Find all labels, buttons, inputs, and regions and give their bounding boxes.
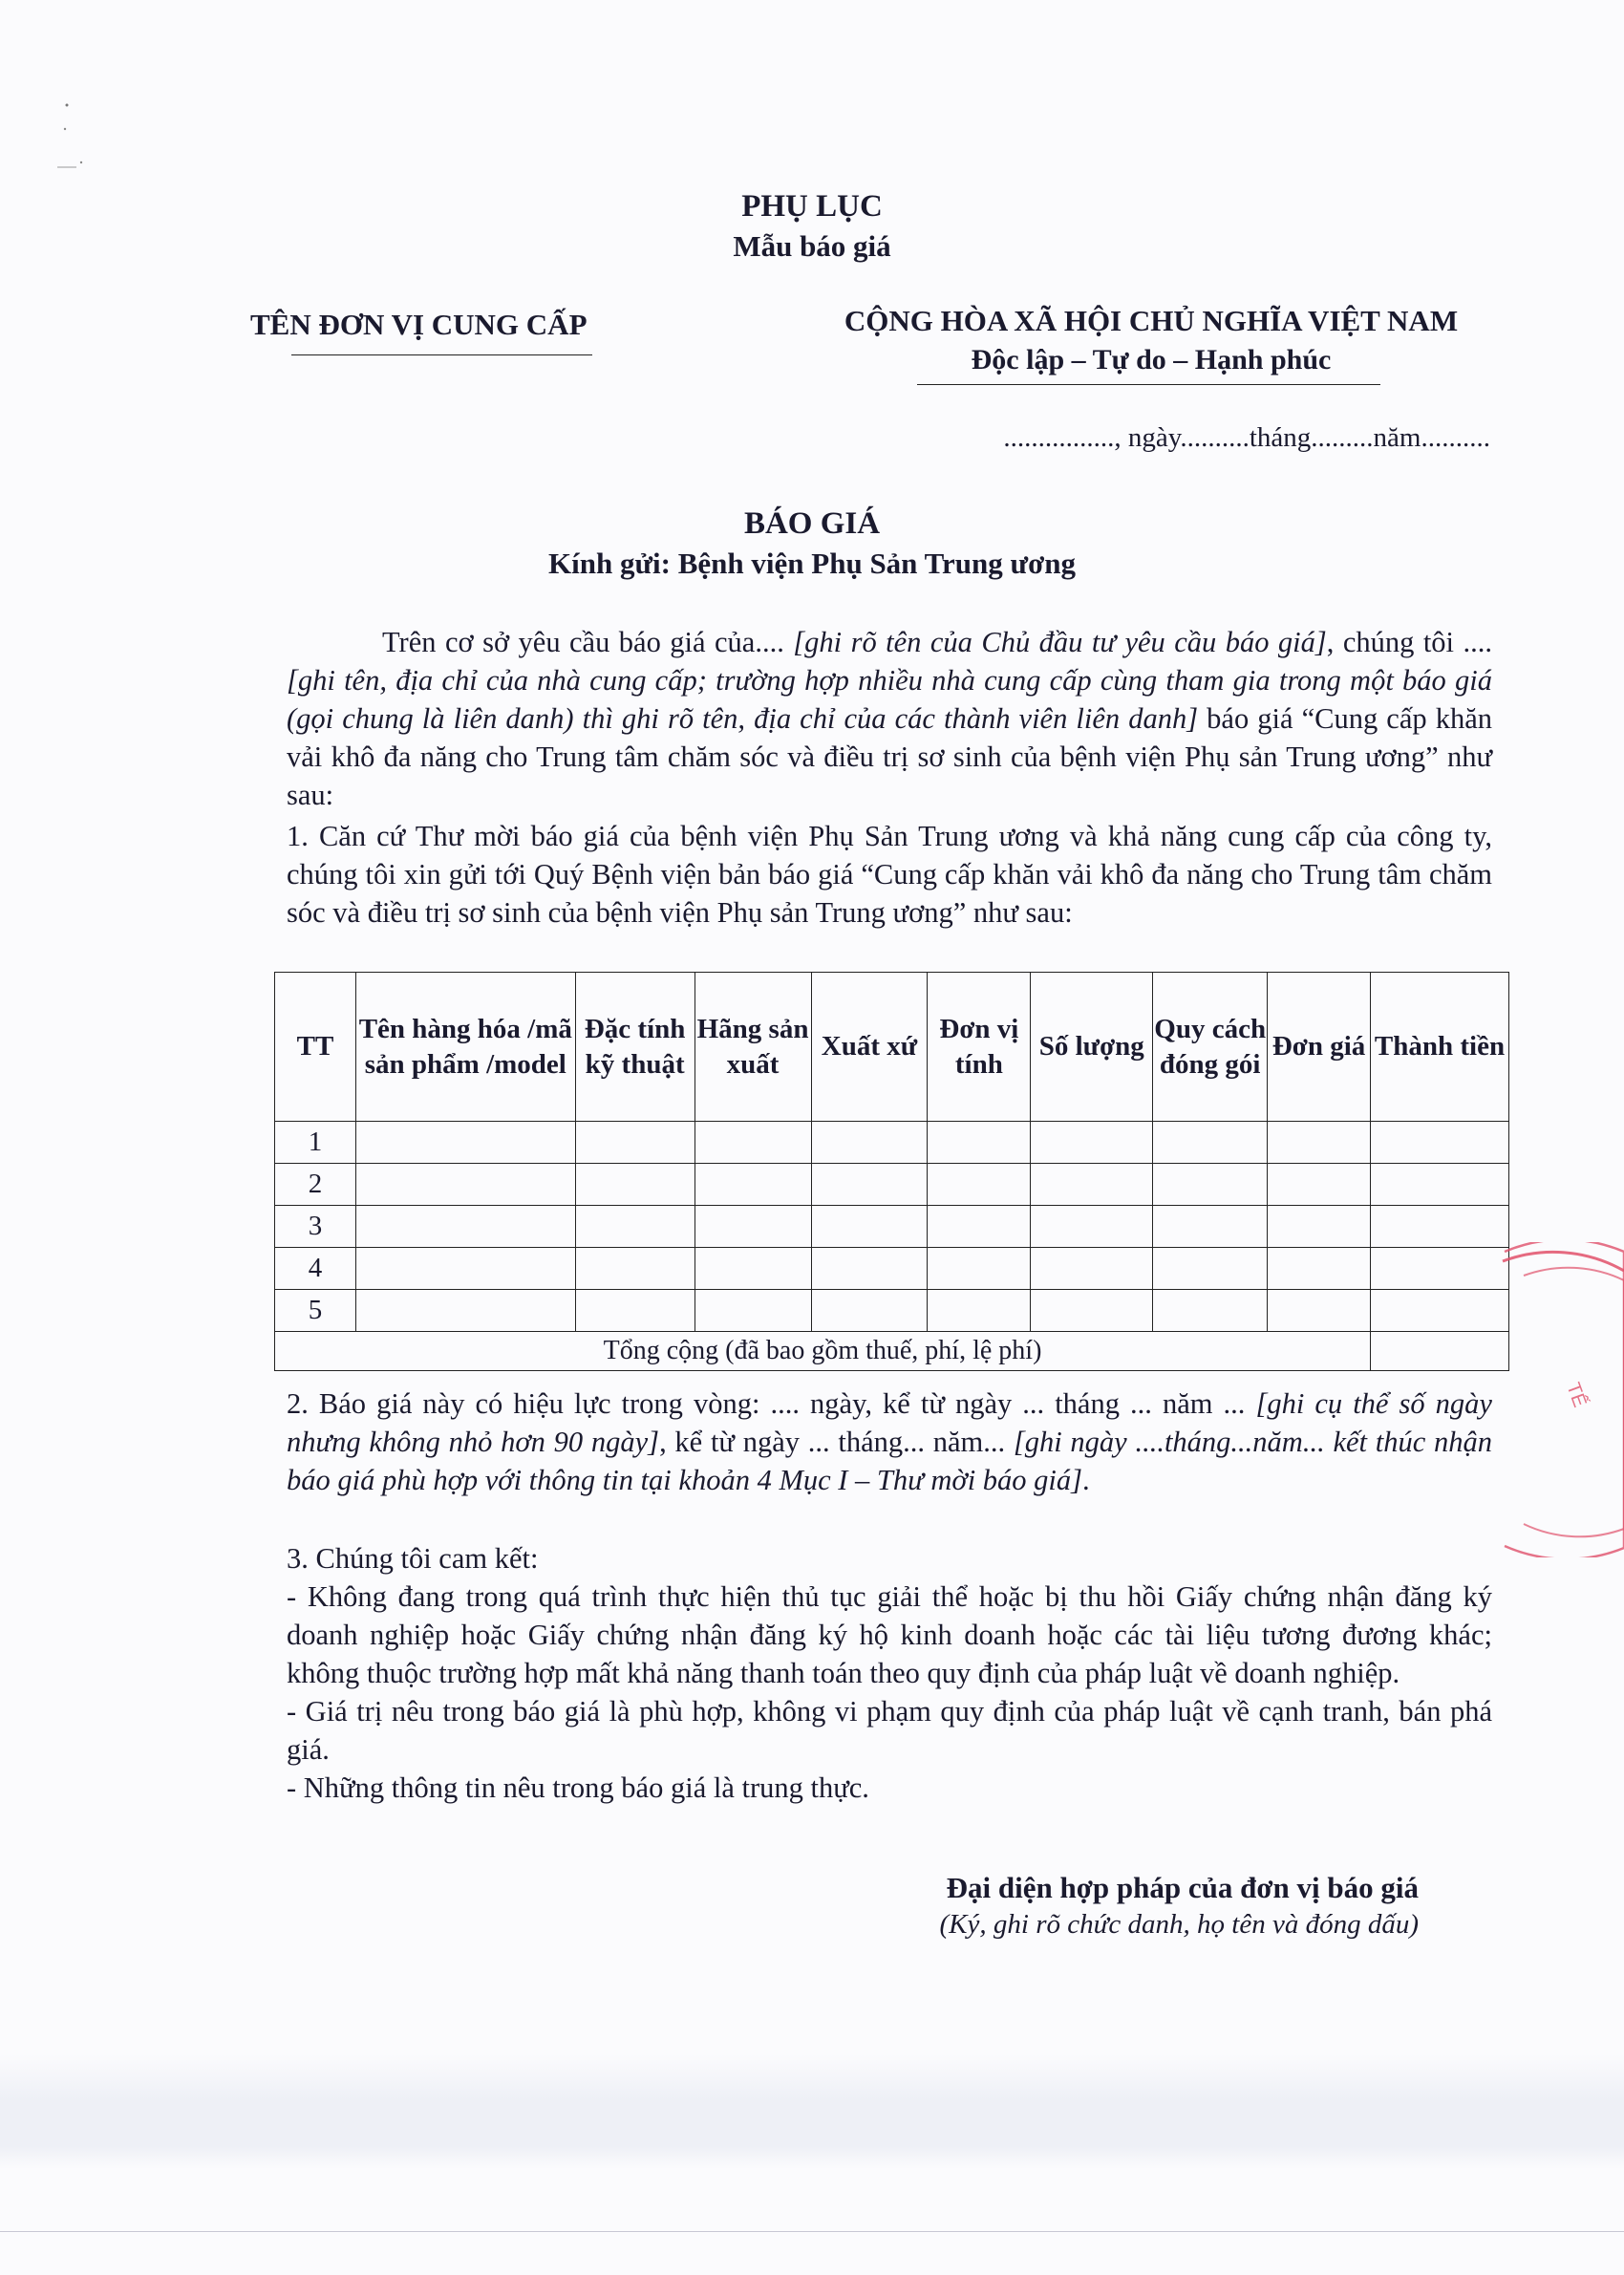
table-header-row <box>275 973 1509 1122</box>
header-cell: Tên hàng hóa /mã sản phẩm /model <box>355 973 575 1122</box>
national-motto: Độc lập – Tự do – Hạnh phúc <box>971 344 1332 376</box>
signer-note: (Ký, ghi rõ chức danh, họ tên và đóng dấu) <box>939 1909 1419 1940</box>
row-number: 2 <box>275 1164 356 1206</box>
header-cell: Đơn giá <box>1268 973 1371 1122</box>
header-cell: Quy cách đóng gói <box>1153 973 1268 1122</box>
table-row <box>275 1206 1509 1248</box>
supplier-name-placeholder: TÊN ĐƠN VỊ CUNG CẤP <box>250 308 588 341</box>
appendix-subtitle: Mẫu báo giá <box>733 229 891 263</box>
row-number: 1 <box>275 1122 356 1164</box>
commitment-item: - Không đang trong quá trình thực hiện thủ tục giải thể hoặc bị thu hồi Giấy chứng nhận đăng ký doanh nghiệp hoặc Giấy chứng nhận đăng ký hộ kinh doanh hoặc các tài liệu tương đương khác; không thuộc trường hợp mất khả năng thanh toán theo quy định của pháp luật về doanh nghiệp. <box>287 1580 1492 1689</box>
intro-paragraph: Trên cơ sở yêu cầu báo giá của.... [ghi rõ tên của Chủ đầu tư yêu cầu báo giá], chúng tôi .... [ghi tên, địa chỉ của nhà cung cấp; trường hợp nhiều nhà cung cấp cùng tham gia trong một báo giá (gọi chung là liên danh) thì ghi rõ tên, địa chỉ của các thành viên liên danh] báo giá “Cung cấp khăn vải khô đa năng cho Trung tâm chăm sóc và điều trị sơ sinh của bệnh viện Phụ sản Trung ương” như sau: <box>287 626 1492 811</box>
appendix-title: PHỤ LỤC <box>741 189 883 224</box>
commitments-heading: 3. Chúng tôi cam kết: <box>287 1542 539 1575</box>
header-cell: TT <box>275 973 356 1122</box>
commitment-item: - Những thông tin nêu trong báo giá là trung thực. <box>287 1771 869 1804</box>
table-row <box>275 1122 1509 1164</box>
header-cell: Xuất xứ <box>811 973 928 1122</box>
row-number: 4 <box>275 1248 356 1290</box>
commitment-item: - Giá trị nêu trong báo giá là phù hợp, không vi phạm quy định của pháp luật về cạnh tranh, bán phá giá. <box>287 1695 1492 1766</box>
recipient-line: Kính gửi: Bệnh viện Phụ Sản Trung ương <box>548 547 1076 580</box>
table-row <box>275 1164 1509 1206</box>
header-cell: Số lượng <box>1031 973 1153 1122</box>
scan-edge-line <box>0 2231 1624 2232</box>
motto-underline <box>917 384 1380 385</box>
scan-marks <box>48 91 86 191</box>
header-cell: Đặc tính kỹ thuật <box>575 973 694 1122</box>
red-stamp-partial <box>1485 1242 1624 1562</box>
header-cell: Đơn vị tính <box>928 973 1031 1122</box>
header-cell: Hãng sản xuất <box>694 973 811 1122</box>
supplier-underline <box>291 354 592 355</box>
country-name: CỘNG HÒA XÃ HỘI CHỦ NGHĨA VIỆT NAM <box>844 304 1459 337</box>
item-1-paragraph: 1. Căn cứ Thư mời báo giá của bệnh viện Phụ Sản Trung ương và khả năng cung cấp của công ty, chúng tôi xin gửi tới Quý Bệnh viện bản báo giá “Cung cấp khăn vải khô đa năng cho Trung tâm chăm sóc và điều trị sơ sinh của bệnh viện Phụ sản Trung ương” như sau: <box>287 820 1492 929</box>
signer-title: Đại diện hợp pháp của đơn vị báo giá <box>946 1871 1419 1904</box>
row-number: 5 <box>275 1290 356 1332</box>
table-row <box>275 1248 1509 1290</box>
quote-table <box>274 972 1509 1371</box>
header-cell: Thành tiền <box>1371 973 1509 1122</box>
stamp-text: TẾ <box>1562 1380 1591 1410</box>
quote-title: BÁO GIÁ <box>743 506 881 541</box>
table-total-row <box>275 1332 1509 1371</box>
date-line: ................, ngày..........tháng.........năm.......... <box>1003 422 1490 453</box>
row-number: 3 <box>275 1206 356 1248</box>
scan-shade <box>0 2054 1624 2169</box>
item-2-paragraph: 2. Báo giá này có hiệu lực trong vòng: .... ngày, kể từ ngày ... tháng ... năm ... [ghi cụ thể số ngày nhưng không nhỏ hơn 90 ngày], kể từ ngày ... tháng... năm... [ghi ngày ....tháng...năm... kết thúc nhận báo giá phù hợp với thông tin tại khoản 4 Mục I – Thư mời báo giá]. <box>287 1387 1492 1496</box>
table-row <box>275 1290 1509 1332</box>
item-3-commitments <box>287 1539 1492 1807</box>
total-label: Tổng cộng (đã bao gồm thuế, phí, lệ phí) <box>275 1332 1371 1371</box>
